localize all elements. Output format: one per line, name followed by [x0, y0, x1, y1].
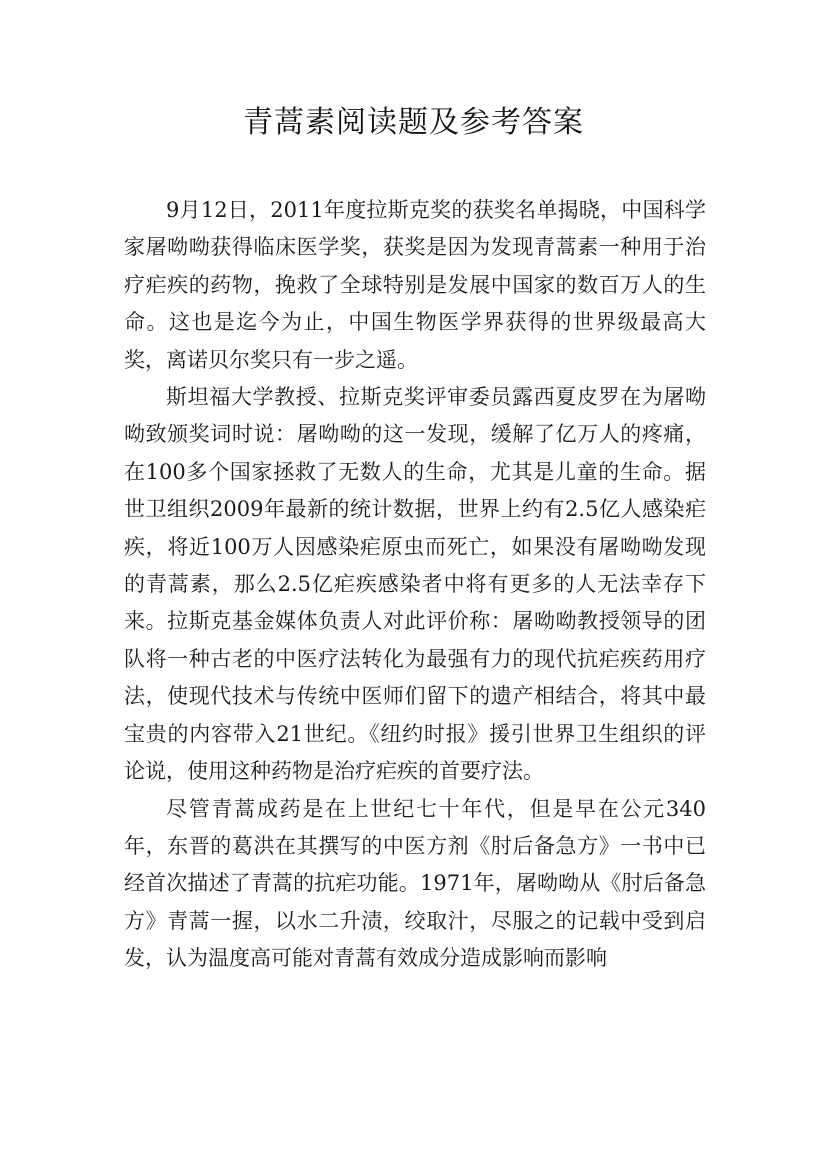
document-body	[124, 192, 706, 978]
paragraph-3: 尽管青蒿成药是在上世纪七十年代，但是早在公元340年，东晋的葛洪在其撰写的中医方剂《肘后备急方》一书中已经首次描述了青蒿的抗疟功能。1971年，屠呦呦从《肘后备急方》青蒿一握，以水二升渍，绞取汁，尽服之的记载中受到启发，认为温度高可能对青蒿有效成分造成影响而影响	[124, 796, 706, 971]
paragraph-2: 斯坦福大学教授、拉斯克奖评审委员露西夏皮罗在为屠呦呦致颁奖词时说：屠呦呦的这一发现，缓解了亿万人的疼痛，在100多个国家拯救了无数人的生命，尤其是儿童的生命。据世卫组织2009年最新的统计数据，世界上约有2.5亿人感染疟疾，将近100万人因感染疟原虫而死亡，如果没有屠呦呦发现的青蒿素，那么2.5亿疟疾感染者中将有更多的人无法幸存下来。拉斯克基金媒体负责人对此评价称：屠呦呦教授领导的团队将一种古老的中医疗法转化为最强有力的现代抗疟疾药用疗法，使现代技术与传统中医师们留下的遗产相结合，将其中最宝贵的内容带入21世纪。《纽约时报》援引世界卫生组织的评论说，使用这种药物是治疗疟疾的首要疗法。	[124, 385, 706, 784]
document-title: 青蒿素阅读题及参考答案	[243, 105, 584, 140]
paragraph-1: 9月12日，2011年度拉斯克奖的获奖名单揭晓，中国科学家屠呦呦获得临床医学奖，获奖是因为发现青蒿素一种用于治疗疟疾的药物，挽救了全球特别是发展中国家的数百万人的生命。这也是迄今为止，中国生物医学界获得的世界级最高大奖，离诺贝尔奖只有一步之遥。	[124, 198, 706, 372]
